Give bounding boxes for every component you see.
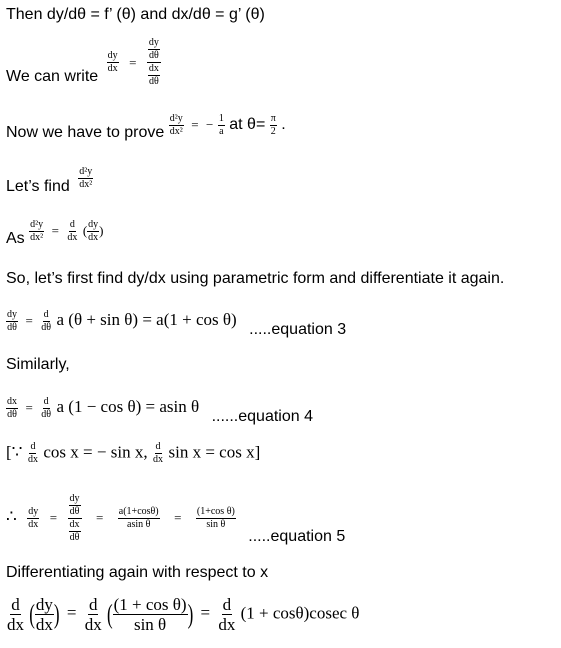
a1cos-over-asin-fraction: [118, 507, 160, 530]
dx: dx: [35, 615, 53, 634]
dy-dx-fraction: [35, 596, 54, 633]
line-lets-find: [6, 160, 93, 196]
line-equation-3: [6, 303, 346, 339]
equation-3-label: .....equation 3: [249, 321, 347, 338]
pi-over-two-fraction: [270, 114, 277, 137]
to-prove-text: Now we have to prove: [6, 124, 165, 141]
dtheta: dθ: [69, 531, 80, 543]
line-because: [6, 442, 260, 465]
equals-sign: =: [49, 510, 58, 526]
equals-sign: =: [51, 223, 59, 239]
dtheta: dθ: [148, 76, 159, 87]
similarly-text: Similarly,: [6, 356, 70, 373]
equals-sign: =: [25, 400, 33, 416]
d-dx-fraction: [27, 442, 39, 465]
dy-dx-fraction: [107, 51, 119, 74]
line-final-expression: [6, 596, 359, 633]
dtheta: dθ: [7, 408, 17, 420]
dtheta: dθ: [41, 408, 52, 420]
d: d: [69, 218, 75, 230]
line-to-prove: [6, 108, 286, 142]
dx2: dx²: [169, 125, 183, 137]
onecos-over-sin-fraction: [196, 507, 236, 530]
d2y: d²y: [169, 112, 183, 124]
equals-sign: =: [200, 603, 211, 623]
dx: dx: [218, 615, 236, 634]
line-differentiate-again: [6, 564, 268, 582]
equals-sign: =: [129, 54, 137, 70]
line-we-can-write: [6, 38, 161, 87]
dx: dx: [69, 518, 80, 530]
close-paren: ): [53, 598, 60, 629]
cos-derivative: cos x = − sin x,: [43, 442, 148, 462]
dx: dx: [27, 454, 38, 465]
dx2: dx²: [79, 178, 93, 190]
derivatives-def-text: Then dy/dθ = f’ (θ) and dx/dθ = g’ (θ): [6, 6, 265, 23]
equation-4-rhs: a (1 − cos θ) = asin θ: [56, 397, 200, 417]
d-dtheta-fraction: [40, 310, 52, 333]
open-paren: (: [29, 598, 35, 629]
equals-sign: =: [25, 313, 33, 329]
dx: dx: [148, 63, 159, 74]
dx: dx: [153, 454, 164, 465]
dy: dy: [69, 492, 80, 504]
one: 1: [218, 112, 224, 124]
equals-sign: =: [191, 117, 199, 133]
ratio-denominator: [68, 519, 82, 543]
dx-dtheta-fraction: [69, 520, 81, 543]
equation-5-label: .....equation 5: [248, 528, 346, 545]
d: d: [43, 308, 49, 320]
as-text: As: [6, 230, 25, 247]
dy: dy: [28, 505, 39, 517]
a: a: [219, 125, 224, 137]
dtheta: dθ: [7, 321, 17, 333]
sin-derivative: sin x = cos x]: [168, 442, 261, 462]
close-paren: ): [187, 598, 194, 629]
open-paren: (: [106, 598, 113, 629]
dx: dx: [7, 395, 17, 407]
one-cos: (1 + cos θ): [113, 595, 187, 614]
d2y-dx2-fraction: [29, 220, 44, 243]
dx: dx: [88, 231, 99, 243]
because-symbol: [∵: [6, 442, 23, 462]
dy: dy: [88, 218, 99, 230]
lets-find-text: Let’s find: [6, 178, 70, 195]
period: .: [281, 116, 286, 134]
d-dtheta-fraction: [40, 397, 52, 420]
close-paren: ): [99, 223, 104, 239]
d: d: [30, 441, 36, 452]
d2y: d²y: [79, 165, 93, 177]
therefore-symbol: ∴: [6, 507, 17, 527]
line-derivatives-def: [6, 6, 265, 24]
onecos-over-sin-fraction: [113, 596, 188, 633]
equals-sign: =: [66, 603, 77, 623]
dx2: dx²: [30, 231, 44, 243]
d: d: [222, 595, 232, 614]
dx-dtheta-fraction: [6, 397, 18, 420]
d-dx-fraction: [6, 596, 25, 633]
dx: dx: [84, 615, 102, 634]
two: 2: [270, 125, 276, 137]
ratio-fraction: [68, 494, 82, 543]
d-dx-fraction: [152, 442, 164, 465]
d: d: [11, 595, 20, 614]
d: d: [155, 441, 161, 452]
dy: dy: [148, 37, 159, 48]
open-paren: (: [82, 223, 88, 239]
dx: dx: [107, 63, 118, 74]
ratio-denominator: [147, 63, 161, 87]
d-dx-fraction: [84, 596, 103, 633]
d-dx-fraction: [66, 220, 78, 243]
parametric-note-text: So, let’s first find dy/dx using parametric form and differentiate it again.: [6, 270, 505, 287]
ratio-numerator: [68, 494, 82, 519]
equals-sign: =: [95, 510, 104, 526]
line-similarly: [6, 356, 70, 374]
equation-3-rhs: a (θ + sin θ) = a(1 + cos θ): [56, 310, 237, 330]
dtheta: dθ: [41, 321, 52, 333]
line-parametric-note: [6, 270, 504, 288]
ratio-numerator: [147, 38, 161, 63]
minus-sign: −: [206, 117, 214, 133]
differentiate-again-text: Differentiating again with respect to x: [6, 564, 269, 581]
dx-dtheta-fraction: [148, 64, 160, 87]
dx: dx: [67, 231, 78, 243]
at-theta-text: at θ=: [229, 116, 266, 134]
one-over-a-fraction: [218, 114, 225, 137]
dx: dx: [28, 518, 39, 530]
sin: sin θ: [133, 615, 167, 634]
d2y: d²y: [30, 218, 44, 230]
sin: sin θ: [206, 518, 226, 530]
dtheta: dθ: [148, 50, 159, 61]
line-as: [6, 214, 104, 248]
dtheta: dθ: [69, 505, 80, 517]
asin: asin θ: [127, 518, 151, 530]
d-dx-fraction: [217, 596, 236, 633]
d: d: [88, 595, 98, 614]
dy: dy: [107, 50, 118, 61]
d: d: [43, 395, 49, 407]
d2y-dx2-fraction: [169, 114, 184, 137]
equation-4-label: ......equation 4: [211, 408, 313, 425]
dy-dx-fraction: [27, 507, 39, 530]
pi: π: [270, 112, 276, 124]
final-tail: (1 + cosθ)cosec θ: [240, 603, 360, 623]
dy-dtheta-fraction: [148, 38, 160, 61]
line-equation-4: [6, 390, 313, 426]
dx: dx: [7, 615, 24, 634]
a1cos: a(1+cosθ): [118, 505, 159, 517]
dy-dtheta-fraction: [6, 310, 18, 333]
dy-dtheta-fraction: [69, 494, 81, 517]
equals-sign: =: [174, 510, 182, 526]
one-cos: (1+cos θ): [196, 505, 235, 517]
dy: dy: [35, 595, 53, 614]
ratio-fraction: [147, 38, 161, 87]
we-can-write-text: We can write: [6, 67, 99, 85]
dy-dx-fraction: [87, 220, 99, 243]
dy: dy: [7, 308, 17, 320]
line-equation-5: [6, 490, 345, 546]
d2y-dx2-fraction: [78, 167, 93, 190]
